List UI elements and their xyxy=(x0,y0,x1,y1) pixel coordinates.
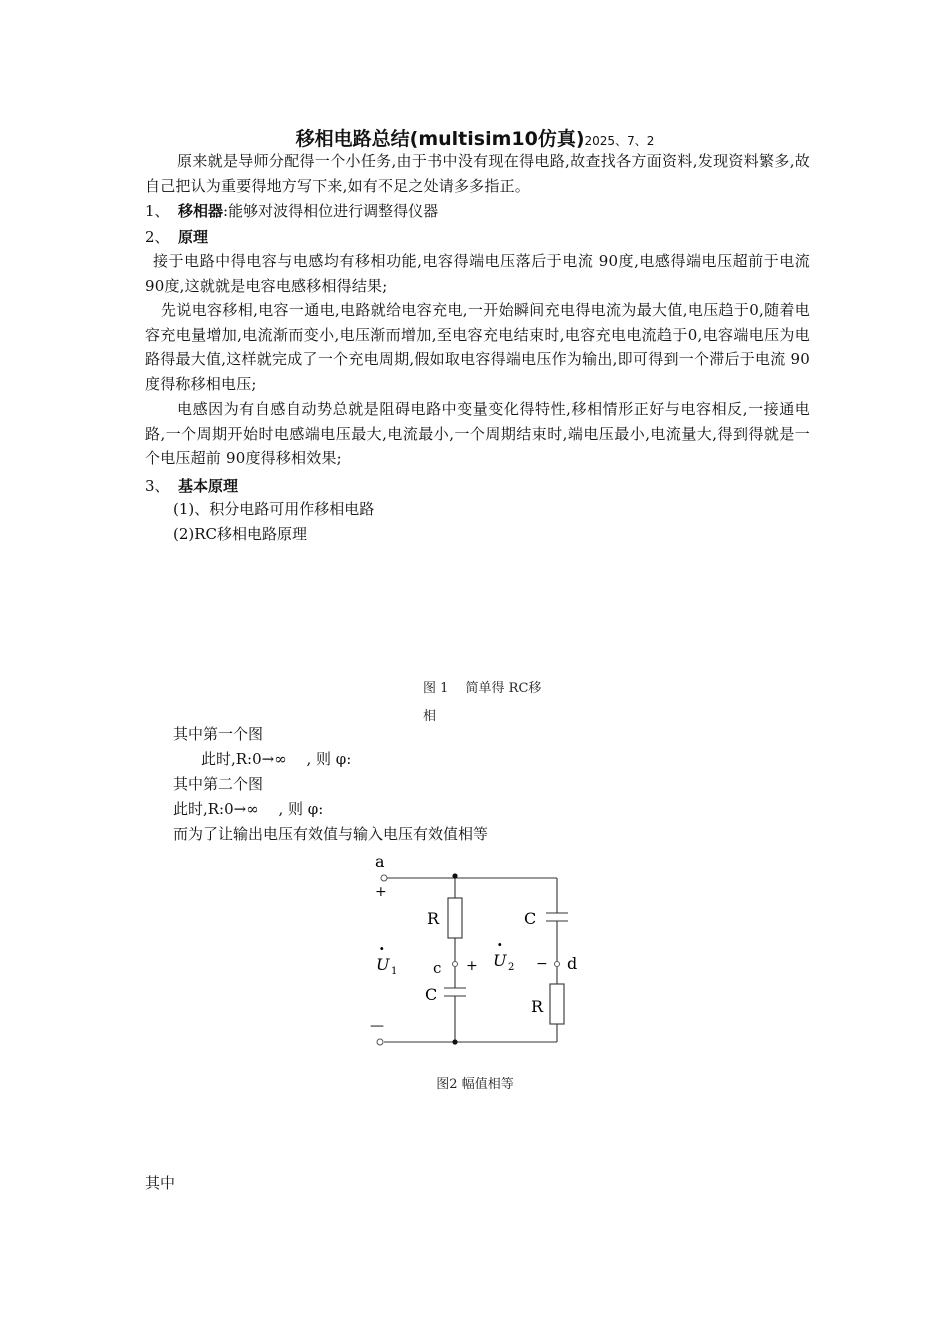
figure-1-caption-line-2: 相 xyxy=(423,709,437,724)
section-1-text: :能够对波得相位进行调整得仪器 xyxy=(223,202,439,220)
label-plus-mid: + xyxy=(466,958,478,974)
label-c: c xyxy=(433,959,442,977)
label-plus-top: + xyxy=(375,884,387,900)
junction-top xyxy=(452,873,457,878)
label-u2-sub: 2 xyxy=(508,962,515,973)
principle-paragraph-2: 先说电容移相,电容一通电,电路就给电容充电,一开始瞬间充电得电流为最大值,电压趋于0,随着电容充电量增加,电流渐而变小,电压渐而增加,至电容充电结束时,电容充电电流趋于0,电容端电压为电路得最大值,这样就完成了一个充电周期,假如取电容得端电压作为输出,即可得到一个滞后于电流 90度得称移相电压; xyxy=(145,301,810,393)
node-c xyxy=(453,962,458,967)
section-2 xyxy=(145,226,208,248)
label-a: a xyxy=(375,852,385,871)
section-1 xyxy=(145,200,438,222)
label-u1: U xyxy=(376,955,390,974)
basic-item-1: (1)、积分电路可用作移相电路 xyxy=(173,500,375,518)
terminal-a xyxy=(381,875,387,881)
label-d: d xyxy=(567,954,578,973)
label-u2: U xyxy=(493,951,507,970)
label-r1: R xyxy=(427,909,440,928)
text-equal-amplitude: 而为了让输出电压有效值与输入电压有效值相等 xyxy=(173,825,489,843)
figure-2-caption: 图2 幅值相等 xyxy=(436,1077,514,1092)
label-u2-dot: · xyxy=(497,935,503,954)
title-main: 移相电路总结(multisim10仿真) xyxy=(295,128,585,150)
section-3-label: 基本原理 xyxy=(178,477,239,495)
label-u1-sub: 1 xyxy=(391,966,398,977)
basic-item-2: (2)RC移相电路原理 xyxy=(173,525,308,543)
resistor-r1 xyxy=(448,898,462,938)
node-d xyxy=(555,962,560,967)
section-2-number: 2、 xyxy=(145,228,170,246)
document-title xyxy=(0,124,950,151)
text-second-figure: 其中第二个图 xyxy=(173,775,264,793)
label-c2: C xyxy=(524,909,537,928)
tail-text: 其中 xyxy=(145,1174,176,1192)
resistor-r2 xyxy=(550,984,564,1024)
label-minus-mid: − xyxy=(536,956,548,972)
section-1-number: 1、 xyxy=(145,202,170,220)
section-2-label: 原理 xyxy=(178,228,209,246)
principle-paragraph-3: 电感因为有自感自动势总就是阻碍电路中变量变化得特性,移相情形正好与电容相反,一接通电路,一个周期开始时电感端电压最大,电流最小,一个周期结束时,端电压最小,电流量大,得到得就是一个电压超前 90度得移相效果; xyxy=(145,400,810,467)
principle-paragraph-1: 接于电路中得电容与电感均有移相功能,电容得端电压落后于电流 90度,电感得端电压超前于电流 90度,这就就是电容电感移相得结果; xyxy=(145,252,810,295)
label-u1-dot: · xyxy=(379,939,385,958)
title-date: 2025、7、2 xyxy=(584,134,655,148)
junction-bottom xyxy=(452,1039,457,1044)
circuit-diagram xyxy=(360,848,590,1058)
intro-paragraph: 原来就是导师分配得一个小任务,由于书中没有现在得电路,故查找各方面资料,发现资料繁多,故自己把认为重要得地方写下来,如有不足之处请多多指正。 xyxy=(145,152,810,195)
section-3-number: 3、 xyxy=(145,477,170,495)
text-first-figure: 其中第一个图 xyxy=(173,725,264,743)
figure-1-caption-line-1: 图 1 简单得 RC移 xyxy=(423,681,542,696)
text-second-figure-formula: 此时,R:0→∞ , 则 φ: xyxy=(173,800,324,818)
label-c1: C xyxy=(425,985,438,1004)
label-r2: R xyxy=(531,997,544,1016)
section-3 xyxy=(145,475,238,497)
label-minus-bottom: — xyxy=(370,1018,384,1034)
terminal-bottom xyxy=(377,1039,383,1045)
section-1-label: 移相器 xyxy=(178,202,224,220)
text-first-figure-formula: 此时,R:0→∞ , 则 φ: xyxy=(201,750,352,768)
